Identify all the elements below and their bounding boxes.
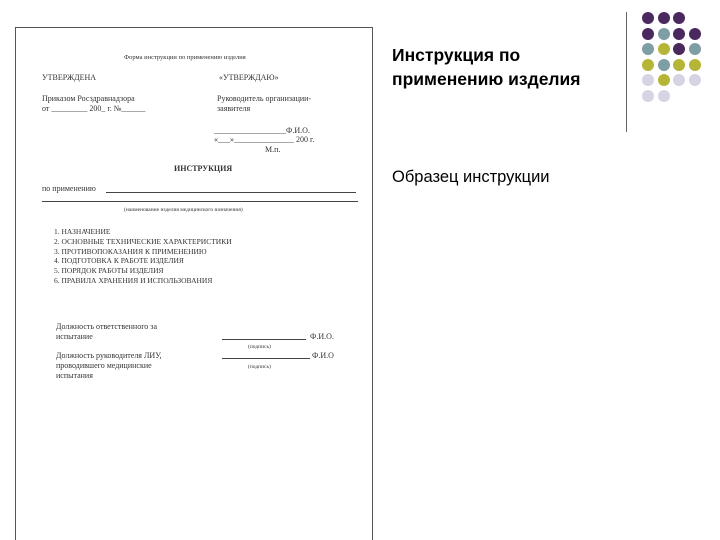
decor-dot [658, 43, 670, 55]
decor-dot [673, 74, 685, 86]
slide-subtitle: Образец инструкции [392, 168, 550, 186]
sign1-caption: (подпись) [248, 344, 271, 350]
sign2-caption: (подпись) [248, 364, 271, 370]
decor-dot [658, 90, 670, 102]
decor-dot [673, 12, 685, 24]
decor-dot [673, 43, 685, 55]
form-title: Форма инструкции по применению изделия [124, 54, 246, 61]
decor-dot [658, 28, 670, 40]
order-line-1: Приказом Росздравнадзора [42, 94, 135, 103]
decor-dot [642, 74, 654, 86]
usage-underline [106, 192, 356, 193]
decor-dot [673, 59, 685, 71]
list-item: 5. ПОРЯДОК РАБОТЫ ИЗДЕЛИЯ [54, 266, 164, 276]
usage-underline-2 [42, 201, 358, 202]
decor-dot [689, 59, 701, 71]
instruction-form-image [15, 27, 373, 540]
fio-line: __________________Ф.И.О. [214, 126, 310, 135]
approve-label: «УТВЕРЖДАЮ» [219, 73, 279, 82]
decor-dot [689, 74, 701, 86]
decor-dot [689, 28, 701, 40]
decor-dot [658, 74, 670, 86]
approved-label: УТВЕРЖДЕНА [42, 73, 97, 82]
instruction-heading: ИНСТРУКЦИЯ [174, 164, 233, 173]
slide-title: Инструкция по применению изделия [392, 45, 581, 89]
decor-dot [658, 12, 670, 24]
sign2-fio: Ф.И.О [312, 351, 334, 360]
list-item: 1. НАЗНАЧЕНИЕ [54, 227, 111, 236]
decor-dot [642, 59, 654, 71]
decor-dot [642, 28, 654, 40]
sign1-fio: Ф.И.О. [310, 332, 334, 341]
head-line-1: Руководитель организации- [217, 94, 312, 103]
sign1-underline [222, 339, 306, 340]
sign1-line-2: испытание [56, 332, 93, 341]
list-item: 6. ПРАВИЛА ХРАНЕНИЯ И ИСПОЛЬЗОВАНИЯ [54, 275, 213, 285]
list-item: 2. ОСНОВНЫЕ ТЕХНИЧЕСКИЕ ХАРАКТЕРИСТИКИ [54, 236, 232, 246]
decor-dot [673, 28, 685, 40]
date-line: «___»_______________ 200 г. [214, 135, 315, 144]
decor-dot [642, 90, 654, 102]
stamp-label: М.п. [265, 145, 281, 154]
decor-dot [642, 43, 654, 55]
decor-divider [626, 12, 627, 132]
sign1-line-1: Должность ответственного за [56, 322, 157, 331]
sign2-line-2: проводившего медицинские [56, 361, 152, 370]
decor-dot [689, 43, 701, 55]
order-line-2: от _________ 200_ г. №______ [42, 104, 146, 113]
decor-dot [642, 12, 654, 24]
sections-list [54, 227, 232, 286]
usage-caption: (наименование изделия медицинского назначения) [124, 207, 243, 213]
sign2-underline [222, 358, 310, 359]
list-item: 3. ПРОТИВОПОКАЗАНИЯ К ПРИМЕНЕНИЮ [54, 246, 207, 256]
decor-dot [658, 59, 670, 71]
sign2-line-1: Должность руководителя ЛИУ, [56, 351, 162, 360]
usage-label: по применению [42, 184, 96, 193]
sign2-line-3: испытания [56, 371, 93, 380]
head-line-2: заявителя [217, 104, 251, 113]
list-item: 4. ПОДГОТОВКА К РАБОТЕ ИЗДЕЛИЯ [54, 256, 184, 266]
